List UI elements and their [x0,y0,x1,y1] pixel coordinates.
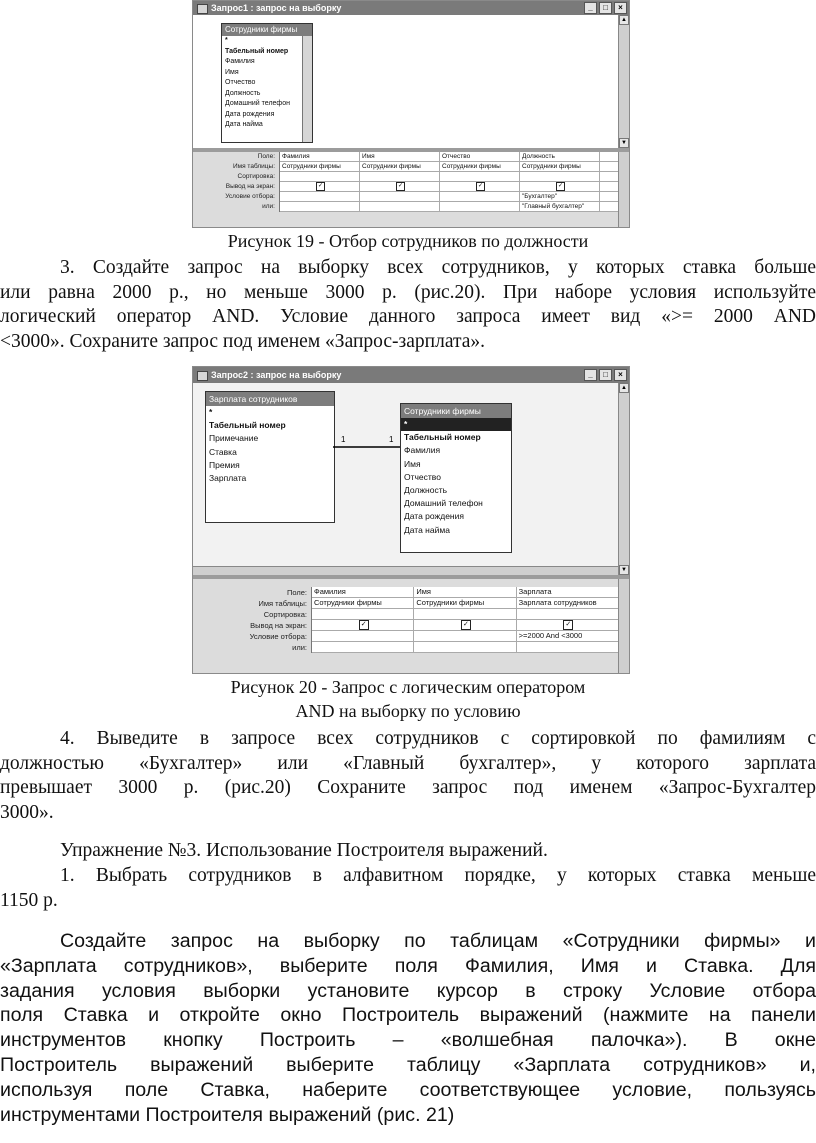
grid-row [280,162,619,172]
figure-19-caption: Рисунок 19 - Отбор сотрудников по должности [227,231,589,251]
text-line: поля Ставка и откройте окно Построитель выражений (нажмите на панели [0,1004,816,1027]
grid-cell[interactable]: "Главный бухгалтер" [520,202,600,211]
text-line: «Зарплата сотрудников», выберите поля Фамилия, Имя и Ставка. Для [0,954,816,977]
grid-cell[interactable]: Зарплата [517,587,619,597]
grid-cell[interactable] [280,192,360,201]
grid-cell[interactable] [517,620,619,630]
text-line: задания условия выборки установите курсор в строку Условие отбора [0,979,816,1002]
text-line: 1150 р. [0,889,58,911]
grid-row [280,182,619,192]
grid-cell[interactable]: Сотрудники фирмы [520,162,600,171]
table-field[interactable]: Табельный номер [209,420,286,431]
table-field[interactable]: Ставка [209,446,237,457]
table-field[interactable]: Дата найма [225,121,263,128]
table-field[interactable]: Табельный номер [225,47,289,55]
grid-row-label: или: [292,643,307,652]
grid-cell[interactable] [360,172,440,181]
text-line: превышает 3000 р. (рис.20) Сохраните запрос под именем «Запрос-Бухгалтер [0,777,816,799]
grid-row-label: Условие отбора: [225,193,275,200]
figure-20-caption-line-2: AND на выборку по условию [295,701,521,721]
table-title[interactable]: Сотрудники фирмы [222,24,312,36]
grid-cell[interactable] [280,182,360,191]
table-pane [193,383,629,575]
grid-row [280,202,619,212]
window-title-bar[interactable] [193,1,629,15]
table-field[interactable]: * [225,37,228,44]
grid-cell[interactable] [517,609,619,619]
show-checkbox[interactable]: ✓ [557,183,564,189]
table-scrollbar[interactable] [302,36,312,142]
vertical-scrollbar[interactable] [618,15,629,148]
grid-cell[interactable] [280,172,360,181]
grid-cell[interactable] [440,182,520,191]
table-title[interactable]: Сотрудники фирмы [401,404,511,418]
table-title[interactable]: Зарплата сотрудников [206,392,334,406]
table-field[interactable]: Отчество [225,79,256,86]
grid-cell[interactable]: Зарплата сотрудников [517,598,619,608]
table-salaries[interactable] [205,391,335,523]
grid-scrollbar[interactable] [618,579,629,673]
grid-cell[interactable] [440,172,520,181]
table-field[interactable]: Домашний телефон [225,100,290,107]
grid-cell[interactable] [360,192,440,201]
grid-row [312,631,619,642]
grid-cell[interactable] [360,182,440,191]
horizontal-scrollbar[interactable] [193,566,619,575]
minimize-button[interactable]: _ [584,2,597,14]
query-grid [193,579,629,673]
exercise-3-title: Упражнение №3. Использование Построителя выражений. [60,840,548,861]
close-button[interactable]: × [614,2,627,14]
scroll-down-arrow[interactable]: ▼ [619,565,629,575]
table-field[interactable]: Фамилия [404,445,441,456]
text-line: или равна 2000 р., но меньше 3000 р. (рис.20). При наборе условия используйте [0,281,816,303]
table-field[interactable]: Имя [225,68,239,76]
grid-row-label: Сортировка: [263,610,307,619]
table-field[interactable]: Фамилия [225,58,255,65]
grid-row [312,642,619,653]
paragraph-step-4 [0,727,816,826]
grid-cell[interactable]: Сотрудники фирмы [360,162,440,171]
grid-cell[interactable] [414,609,516,619]
text-line: инструментами Построителя выражений (рис. 21) [0,1103,455,1126]
maximize-button[interactable]: □ [599,369,612,381]
text-line: логический оператор AND. Условие данного запроса имеет вид «>= 2000 AND [0,306,816,328]
table-field[interactable]: Имя [404,458,421,469]
show-checkbox[interactable]: ✓ [317,183,324,189]
text-line: 3. Создайте запрос на выборку всех сотрудников, у которых ставка больше [60,257,816,278]
table-field[interactable]: Домашний телефон [404,498,483,509]
show-checkbox[interactable]: ✓ [397,183,404,189]
table-field[interactable]: Дата найма [404,524,450,535]
grid-row-label: Поле: [257,153,275,160]
grid-cell[interactable]: Фамилия [280,152,360,161]
text-line: должностью «Бухгалтер» или «Главный бухгалтер», у которого зарплата [0,752,816,774]
grid-cell[interactable]: Отчество [440,152,520,161]
maximize-button[interactable]: □ [599,2,612,14]
grid-row [280,172,619,182]
grid-cell[interactable]: Имя [360,152,440,161]
grid-row [312,620,619,631]
window-title-bar[interactable] [193,367,629,383]
grid-cell[interactable] [414,620,516,630]
grid-row-label: Имя таблицы: [258,599,307,608]
grid-cell[interactable] [280,202,360,211]
grid-cell[interactable] [312,631,414,641]
table-field[interactable]: Дата рождения [225,110,275,118]
query-window-2 [192,366,630,674]
grid-scrollbar[interactable] [618,152,629,227]
grid-row-label: Сортировка: [237,173,275,180]
table-field[interactable]: Дата рождения [404,511,464,522]
grid-cell[interactable] [312,642,414,652]
grid-cell[interactable] [440,202,520,211]
text-line: Создайте запрос на выборку по таблицам «Сотрудники фирмы» и [60,930,816,952]
close-button[interactable]: × [614,369,627,381]
grid-row [280,152,619,162]
text-line: используя поле Ставка, наберите соответствующее условие, пользуясь [0,1078,816,1101]
grid-row-label: Вывод на экран: [225,183,275,190]
text-line: инструментов кнопку Построить – «волшебная палочка»). В окне [0,1029,816,1052]
grid-cell[interactable]: Должность [520,152,600,161]
window-title: Запрос1 : запрос на выборку [211,3,342,13]
grid-cell[interactable]: Имя [414,587,516,597]
show-checkbox[interactable]: ✓ [563,620,573,630]
text-line: 4. Выведите в запросе всех сотрудников с сортировкой по фамилиям с [60,728,816,749]
grid-cell[interactable]: Сотрудники фирмы [440,162,520,171]
grid-cell[interactable] [414,631,516,641]
table-field[interactable]: Отчество [404,471,441,482]
query-grid [193,152,629,227]
grid-row-label: Вывод на экран: [250,621,307,630]
grid-cell[interactable] [520,172,600,181]
relationship-line [333,433,403,463]
table-field[interactable]: Премия [209,459,240,470]
show-checkbox[interactable]: ✓ [461,620,471,630]
show-checkbox[interactable]: ✓ [477,183,484,189]
show-checkbox[interactable]: ✓ [359,620,369,630]
grid-cell[interactable]: Сотрудники фирмы [414,598,516,608]
scroll-up-arrow[interactable]: ▲ [619,15,629,25]
text-line: <3000». Сохраните запрос под именем «Запрос-зарплата». [0,331,486,353]
query-icon [197,4,208,14]
grid-row-label: или: [262,203,275,210]
grid-cell[interactable]: Сотрудники фирмы [312,598,414,608]
table-field[interactable]: Табельный номер [404,432,481,443]
grid-cell[interactable] [312,609,414,619]
vertical-scrollbar[interactable] [618,383,629,575]
grid-row-label: Условие отбора: [249,632,307,641]
grid-cell[interactable]: >=2000 And <3000 [517,631,619,641]
table-field[interactable]: Примечание [209,433,259,444]
grid-cell[interactable] [517,642,619,652]
grid-cell[interactable]: Сотрудники фирмы [280,162,360,171]
grid-row [312,598,619,609]
relation-right-label: 1 [389,435,394,444]
grid-cell[interactable] [312,620,414,630]
scroll-down-arrow[interactable]: ▼ [619,138,629,148]
grid-cell[interactable] [520,182,600,191]
grid-cell[interactable] [440,192,520,201]
table-field[interactable]: Зарплата [209,473,247,484]
table-employees[interactable] [400,403,512,553]
table-employees[interactable] [221,23,313,143]
grid-row-label: Имя таблицы: [232,163,275,170]
grid-cell[interactable]: Фамилия [312,587,414,597]
table-field[interactable]: * [401,418,511,431]
window-title: Запрос2 : запрос на выборку [211,370,342,380]
grid-row [280,192,619,202]
text-line: 3000». [0,802,54,824]
table-field[interactable]: Должность [404,485,448,496]
query-icon [197,371,208,381]
paragraph-step-3 [0,256,816,355]
grid-row [312,587,619,598]
relation-left-label: 1 [341,435,346,444]
query-window-1 [192,0,630,228]
grid-row [312,609,619,620]
instructions-paragraph [0,929,816,1127]
minimize-button[interactable]: _ [584,369,597,381]
text-line: Построитель выражений выберите таблицу «Зарплата сотрудников» и, [0,1053,816,1076]
scroll-up-arrow[interactable]: ▲ [619,383,629,393]
exercise-item-1 [0,864,816,913]
grid-cell[interactable] [360,202,440,211]
table-pane [193,15,629,148]
figure-20-caption-line-1: Рисунок 20 - Запрос с логическим оператором [230,677,586,697]
grid-row-label: Поле: [286,588,307,597]
table-field[interactable]: Должность [225,89,261,97]
table-field[interactable]: * [209,407,213,417]
text-line: 1. Выбрать сотрудников в алфавитном порядке, у которых ставка меньше [60,865,816,886]
grid-cell[interactable] [414,642,516,652]
grid-cell[interactable]: "Бухгалтер" [520,192,600,201]
